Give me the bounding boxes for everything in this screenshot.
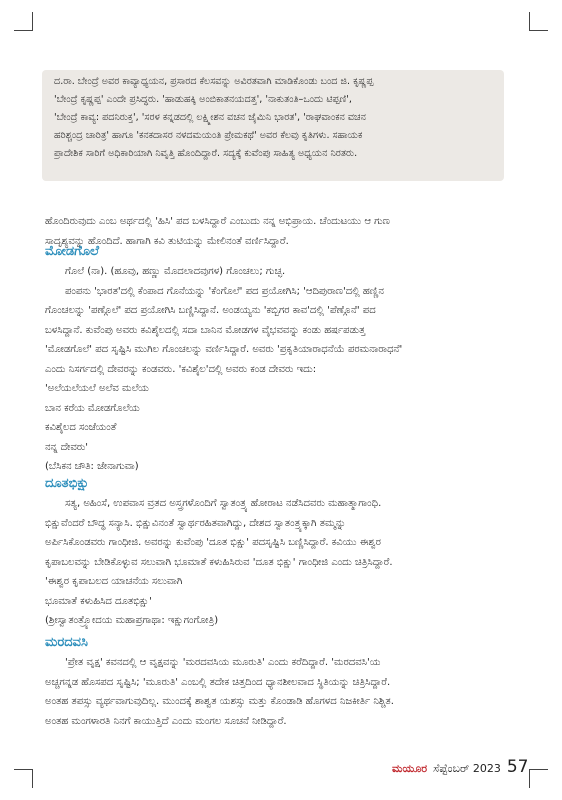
issue-date: ಸೆಪ್ಟೆಂಬರ್ 2023 [433, 762, 501, 775]
paragraph-line: ಗೊಂಚಲನ್ನು 'ಪಣ್ಗೊಲೆ' ಪದ ಪ್ರಯೋಗಿಸಿ ಬಣ್ಣಿಸಿದ್ದಾನೆ. ಅಂಡಯ್ಯನು 'ಕಬ್ಬಿಗರ ಕಾವ'ದಲ್ಲಿ 'ಪೆಣ್ಗೊನೆ' ಪದ [45, 305, 376, 316]
page-number: 57 [506, 757, 529, 777]
intro-paragraph [45, 212, 513, 251]
paragraph-line: ಸತ್ಯ, ಅಹಿಂಸೆ, ಉಪವಾಸ ವ್ರತದ ಅಸ್ತ್ರಗಳೊಂದಿಗೆ ಸ್ವಾತಂತ್ರ್ಯ ಹೋರಾಟ ನಡೆಸಿದವರು ಮಹಾತ್ಮಾಗಾಂಧಿ. [65, 498, 382, 509]
poem-line: ಕವಿಶೈಲದ ಸಂಜೆಯಂತೆ [45, 422, 117, 433]
section-heading-dootabhikshu: ದೂತಭಿಕ್ಷು [45, 476, 90, 491]
magazine-logo: ಮಯೂರ [392, 762, 428, 775]
poem-line: 'ಈಶ್ವರ ಕೃಪಾಬಲದ ಯಾಚನೆಯ ಸಲುವಾಗಿ [45, 576, 183, 587]
section-body-dootabhikshu [45, 494, 513, 631]
section-body-maradavasi [45, 653, 513, 731]
paragraph-line: ಸಾದೃಶ್ಯವನ್ನು ಹೊಂದಿದೆ. ಹಾಗಾಗಿ ಕವಿ ತುಟಿಯನ್ನು ಮೇಲಿನಂತೆ ವರ್ಣಿಸಿದ್ದಾರೆ. [45, 235, 289, 247]
crop-mark-top-right [529, 12, 548, 31]
paragraph-line: 'ಮೋಡಗೊಲೆ' ಪದ ಸೃಷ್ಟಿಸಿ ಮುಗಿಲ ಗೊಂಚಲನ್ನು ವರ್ಣಿಸಿದ್ದಾರೆ. ಅವರು 'ಪ್ರಕೃತಿಯಾರಾಧನೆಯೆ ಪರಮನಾರಾಧನೆ' [45, 344, 403, 355]
paragraph-line: ಅಂತಹ ಮಂಗಳಾರತಿ ನಿನಗೆ ಕಾಯುತ್ತಿದೆ ಎಂದು ಮಂಗಲ ಸೂಚನೆ ನೀಡಿದ್ದಾರೆ. [45, 715, 287, 727]
author-info-box [42, 70, 504, 181]
paragraph-line: ಪಂಪನು 'ಭಾರತ'ದಲ್ಲಿ ಕೆಂಪಾದ ಗೊನೆಯನ್ನು 'ಕೆಂಗೊಲೆ' ಪದ ಪ್ರಯೋಗಿಸಿ; 'ಆದಿಪುರಾಣ'ದಲ್ಲಿ ಹಣ್ಣಿನ [65, 285, 384, 297]
paragraph-line: ಅಂತಹ ತಪಸ್ಸು ವ್ಯರ್ಥವಾಗುವುದಿಲ್ಲ. ಮುಂದಕ್ಕೆ ಶಾಶ್ವತ ಯಶಸ್ಸು ಮತ್ತು ಕೊಂಡಾಡಿ ಹೊಗಳದ ನಿಜಕೀರ್ತಿ ನಿಶ್ಚಿತ. [45, 696, 394, 707]
paragraph-line: ಬಳಸಿದ್ದಾನೆ. ಕುವೆಂಪು ಅವರು ಕವಿಶೈಲದಲ್ಲಿ ಸದಾ ಬಾನಿನ ಮೋಡಗಳ ವೈಭವವನ್ನು ಕಂಡು ಹರ್ಷಪಡುತ್ತ [45, 324, 366, 336]
crop-mark-top-left [14, 12, 33, 31]
paragraph-line: ಅರ್ಪಿಸಿಕೊಂಡವರು ಗಾಂಧೀಜಿ. ಅವರನ್ನು ಕುವೆಂಪು 'ದೂತ ಭಿಕ್ಷು' ಪದಸೃಷ್ಟಿಸಿ ಬಣ್ಣಿಸಿದ್ದಾರೆ. ಕವಿಯು ಈಶ್ವರ [45, 537, 381, 548]
poem-source: (ಶ್ರೀಸ್ವಾತಂತ್ರ್ಯೋದಯ ಮಹಾಪ್ರಗಾಥಾ: ಇಕ್ಷುಗಂಗೋತ್ರಿ) [45, 615, 219, 626]
poem-line: ನನ್ನ ದೇವರು' [45, 441, 89, 453]
paragraph-line: 'ಪ್ರೇತ ವೃಕ್ಷ' ಕವನದಲ್ಲಿ ಆ ವೃಕ್ಷವನ್ನು 'ಮರದವಸಿಯ ಮೂರುತಿ' ಎಂದು ಕರೆದಿದ್ದಾರೆ. 'ಮರದವಸಿ'ಯ [65, 657, 381, 668]
info-line: 'ಬೇಂದ್ರೆ ಕಾವ್ಯ: ಪದನಿರುಕ್ತ', 'ಸರಳ ಕನ್ನಡದಲ್ಲಿ ಲಕ್ಷ್ಮೀಶನ ವಚನ ಜೈಮಿನಿ ಭಾರತ', 'ರಾಘವಾಂಕನ ವಚನ [54, 112, 366, 123]
section-body-modagole [45, 262, 513, 477]
crop-mark-bottom-left [14, 769, 33, 788]
poem-line: ಭೂಮಾತೆ ಕಳುಹಿಸಿದ ದೂತಭಿಕ್ಷು' [45, 595, 152, 607]
paragraph-line: ಎಂದು ನಿಸರ್ಗದಲ್ಲಿ ದೇವರನ್ನು ಕಂಡವರು. 'ಕವಿಶೈಲ'ದಲ್ಲಿ ಅವರು ಕಂಡ ದೇವರು ಇದು: [45, 363, 317, 375]
paragraph-line: ಅಚ್ಚಗನ್ನಡ ಹೊಸಪದ ಸೃಷ್ಟಿಸಿ; 'ಮೂರುತಿ' ಎಂಬಲ್ಲಿ ತದೇಕ ಚಿತ್ತದಿಂದ ಧ್ಯಾನಶೀಲವಾದ ಸ್ಥಿತಿಯನ್ನು ಚಿತ್ರಿಸಿದ್ದಾರೆ. [45, 676, 391, 688]
paragraph-line: ಭಿಕ್ಷುವೆಂದರೆ ಬೌದ್ಧ ಸನ್ಯಾಸಿ. ಭಿಕ್ಷುವಿನಂತೆ ಸ್ವಾರ್ಥರಹಿತವಾಗಿದ್ದು, ದೇಶದ ಸ್ವಾತಂತ್ರ್ಯಕ್ಕಾಗಿ ತಮ್ಮನ್ನು [45, 517, 346, 529]
info-line: 'ಬೇಂದ್ರೆ ಕೃಷ್ಣಪ್ಪ' ಎಂದೇ ಪ್ರಸಿದ್ಧರು. 'ಹಾಡುಹಕ್ಕಿ ಅಂಬಿಕಾತನಯದತ್ತ', 'ನಾಕುತಂತಿ–ಒಂದು ಟಿಪ್ಪಣಿ', [54, 94, 352, 105]
poem-source: (ಬೆಸಿಕನ ಚೌತಿ: ಜೇನಾಗುವಾ) [45, 461, 139, 472]
section-heading-modagole: ಮೋಡಗೊಲೆ [45, 244, 99, 259]
info-line: ಪ್ರಾದೇಶಿಕ ಸಾರಿಗೆ ಅಧಿಕಾರಿಯಾಗಿ ನಿವೃತ್ತಿ ಹೊಂದಿದ್ದಾರೆ. ಸದ್ಯಕ್ಕೆ ಕುವೆಂಪು ಸಾಹಿತ್ಯ ಅಧ್ಯಯನ ನಿರತರು. [54, 148, 358, 159]
paragraph-line: ಹೊಂದಿರುವುದು ಎಂಬ ಅರ್ಥದಲ್ಲಿ 'ಹಿಸಿ' ಪದ ಬಳಸಿದ್ದಾರೆ ಎಂಬುದು ನನ್ನ ಅಭಿಪ್ರಾಯ. ಚೆಂದುಟಯು ಆ ಗುಣ [45, 216, 390, 227]
info-line: ಹರಿಶ್ಚಂದ್ರ ಚಾರಿತ್ರ' ಹಾಗೂ 'ಕನಕದಾಸರ ನಳದಮಯಂತಿ ಪ್ರೇಮಕಥೆ' ಅವರ ಕೆಲವು ಕೃತಿಗಳು. ಸಹಾಯಕ [54, 130, 363, 141]
poem-line: ಬಾನ ಕರೆಯ ಮೋಡಗೊಲೆಯ [45, 402, 140, 414]
section-heading-maradavasi: ಮರದವಸಿ [45, 635, 88, 650]
paragraph-line: ಕೃಪಾಬಲವನ್ನು ಬೇಡಿಕೊಳ್ಳುವ ಸಲುವಾಗಿ ಭೂಮಾತೆ ಕಳುಹಿಸಿರುವ 'ದೂತ ಭಿಕ್ಷು' ಗಾಂಧೀಜಿ ಎಂದು ಚಿತ್ರಿಸಿದ್ದಾರೆ. [45, 556, 393, 568]
info-line: ದ.ರಾ. ಬೇಂದ್ರೆ ಅವರ ಕಾವ್ಯಾಧ್ಯಯನ, ಪ್ರಸಾರದ ಕೆಲಸವನ್ನು ಅವಿರತವಾಗಿ ಮಾಡಿಕೊಂಡು ಬಂದ ಜಿ. ಕೃಷ್ಣಪ್ಪ [54, 76, 374, 87]
definition-line: ಗೊಲೆ (ನಾ). (ಹೂವು, ಹಣ್ಣು ಮೊದಲಾದವುಗಳ) ಗೊಂಚಲು; ಗುಚ್ಛ. [65, 266, 286, 277]
crop-mark-bottom-right [529, 769, 548, 788]
page-footer [392, 757, 529, 779]
poem-line: 'ಅಲೆಯಲೆಯಲೆ ಅಲೆವ ಮಲೆಯ [45, 383, 149, 394]
